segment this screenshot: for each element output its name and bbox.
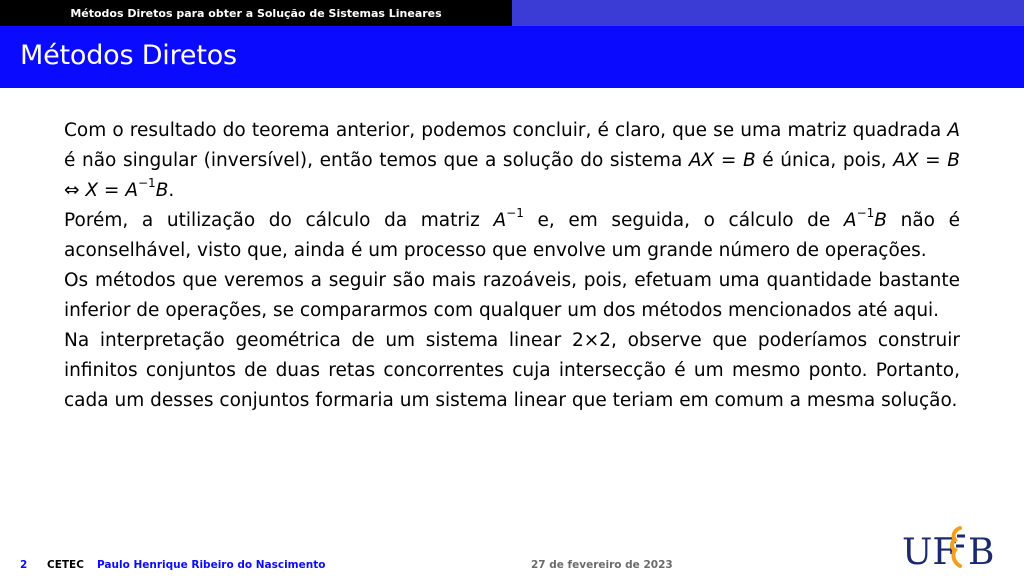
top-bar-filler — [512, 0, 1024, 26]
text-run: . — [168, 180, 175, 201]
paragraph-3: Os métodos que veremos a seguir são mais razoáveis, pois, efetuam uma quantidade bastante inferior de operações, se compararmos com qualquer um dos métodos mencionados até aqui. — [64, 270, 960, 321]
ufrb-logo — [902, 524, 1002, 570]
text-run: e, em seguida, o cálculo de — [523, 210, 844, 231]
institution-name: CETEC — [47, 559, 84, 571]
slide-title-bar — [0, 26, 1024, 88]
math-symbol: B — [155, 180, 169, 201]
slide-body — [64, 116, 960, 416]
breadcrumb-title: Métodos Diretos para obter a Solução de Sistemas Lineares — [70, 6, 442, 20]
author-name: Paulo Henrique Ribeiro do Nascimento — [97, 559, 326, 571]
math-equation-body: AX = B ⇔ X = A — [64, 150, 960, 201]
math-equation: AX = B — [688, 150, 756, 171]
math-exponent: −1 — [506, 205, 524, 220]
text-run: Com o resultado do teorema anterior, podemos concluir, é claro, que se uma matriz quadrada — [64, 120, 948, 141]
math-inverse — [493, 205, 524, 231]
top-navigation-bar — [0, 0, 1024, 26]
math-symbol: A — [843, 210, 857, 231]
math-exponent: −1 — [856, 205, 875, 220]
section-breadcrumb[interactable] — [0, 0, 512, 26]
text-run: , observe que poderíamos construir infinitos conjuntos de duas retas concorrentes cuja intersecção é um mesmo ponto. Portanto, cada um desses conjuntos formaria um sistema linear que teriam em comum a mesma solução. — [64, 330, 961, 411]
math-inverse-product — [843, 205, 887, 231]
math-symbol: A — [493, 210, 507, 231]
logo-text-left: UF — [902, 532, 958, 570]
page-number: 2 — [20, 559, 28, 571]
text-run: é não singular (inversível), então temos que a solução do sistema — [64, 150, 689, 171]
paragraph-2 — [64, 206, 960, 266]
slide-footer — [0, 552, 1024, 576]
slide-title: Métodos Diretos — [20, 40, 237, 71]
math-exponent: −1 — [137, 175, 156, 190]
math-symbol: A — [947, 120, 960, 141]
text-run: não é aconselhável, visto que, ainda é um processo que envolve um grande número de operações. — [64, 210, 960, 261]
text-run: Porém, a utilização do cálculo da matriz — [64, 210, 494, 231]
text-run: é única, pois, — [755, 150, 894, 171]
presentation-date: 27 de fevereiro de 2023 — [531, 559, 673, 571]
math-dimension: 2×2 — [571, 330, 611, 351]
paragraph-4 — [64, 326, 960, 416]
paragraph-1 — [64, 116, 960, 206]
logo-text-right: B — [968, 532, 995, 570]
text-run: Na interpretação geométrica de um sistema linear — [64, 330, 572, 351]
math-symbol: B — [874, 210, 887, 231]
